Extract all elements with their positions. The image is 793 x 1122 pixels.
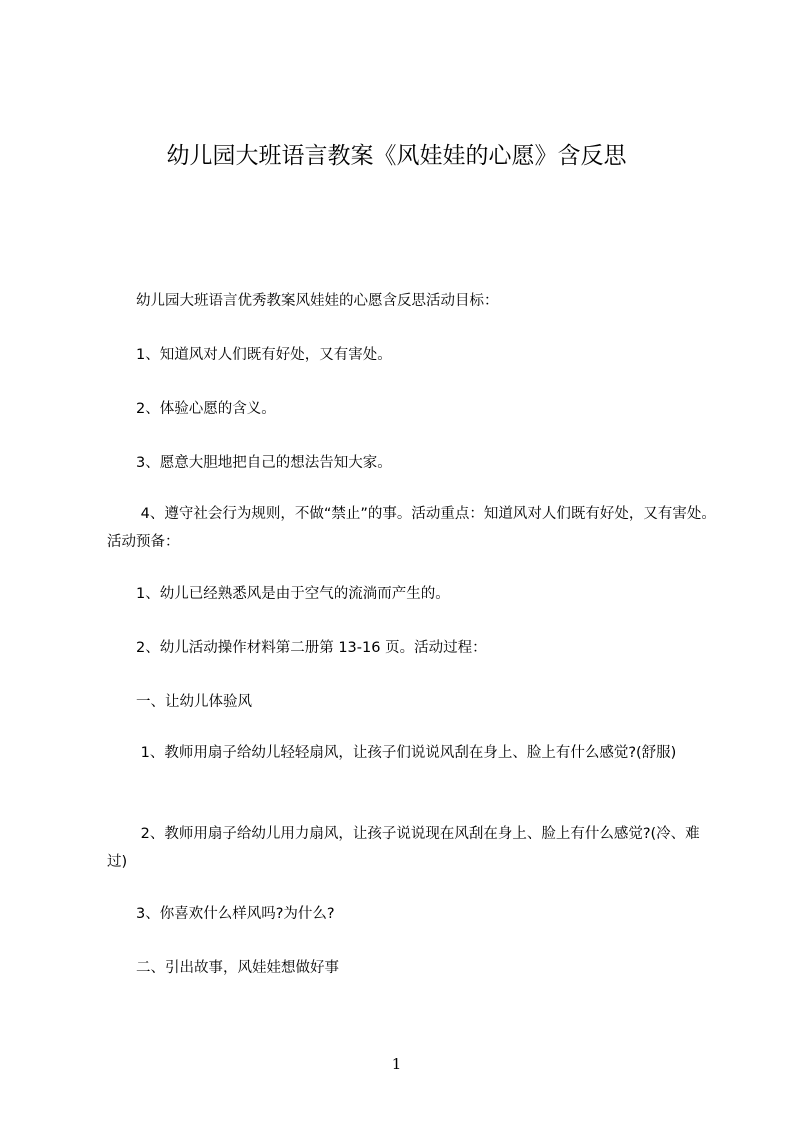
paragraph-goal-4: 4、遵守社会行为规则，不做“禁止”的事。活动重点：知道风对人们既有好处，又有害处。活动预备： [107,506,716,550]
paragraph-section-2: 二、引出故事，风娃娃想做好事 [107,960,339,976]
paragraph-step-1: 1、教师用扇子给幼儿轻轻扇风，让孩子们说说风刮在身上、脸上有什么感觉?(舒服) [107,745,677,761]
page-number: 1 [391,1055,402,1073]
paragraph-intro: 幼儿园大班语言优秀教案风娃娃的心愿含反思活动目标： [107,293,499,309]
paragraph-section-1: 一、让幼儿体验风 [107,694,252,710]
document-title: 幼儿园大班语言教案《风娃娃的心愿》含反思 [166,143,627,169]
paragraph-step-3: 3、你喜欢什么样风吗?为什么? [107,906,335,922]
paragraph-goal-3: 3、愿意大胆地把自己的想法告知大家。 [107,455,392,471]
paragraph-prep-2: 2、幼儿活动操作材料第二册第 13-16 页。活动过程： [107,640,487,656]
paragraph-goal-2: 2、体验心愿的含义。 [107,401,276,417]
paragraph-step-2: 2、教师用扇子给幼儿用力扇风，让孩子说说现在风刮在身上、脸上有什么感觉?(冷、难过) [107,826,700,870]
paragraph-goal-1: 1、知道风对人们既有好处，又有害处。 [107,347,392,363]
paragraph-prep-1: 1、幼儿已经熟悉风是由于空气的流淌而产生的。 [107,586,450,602]
